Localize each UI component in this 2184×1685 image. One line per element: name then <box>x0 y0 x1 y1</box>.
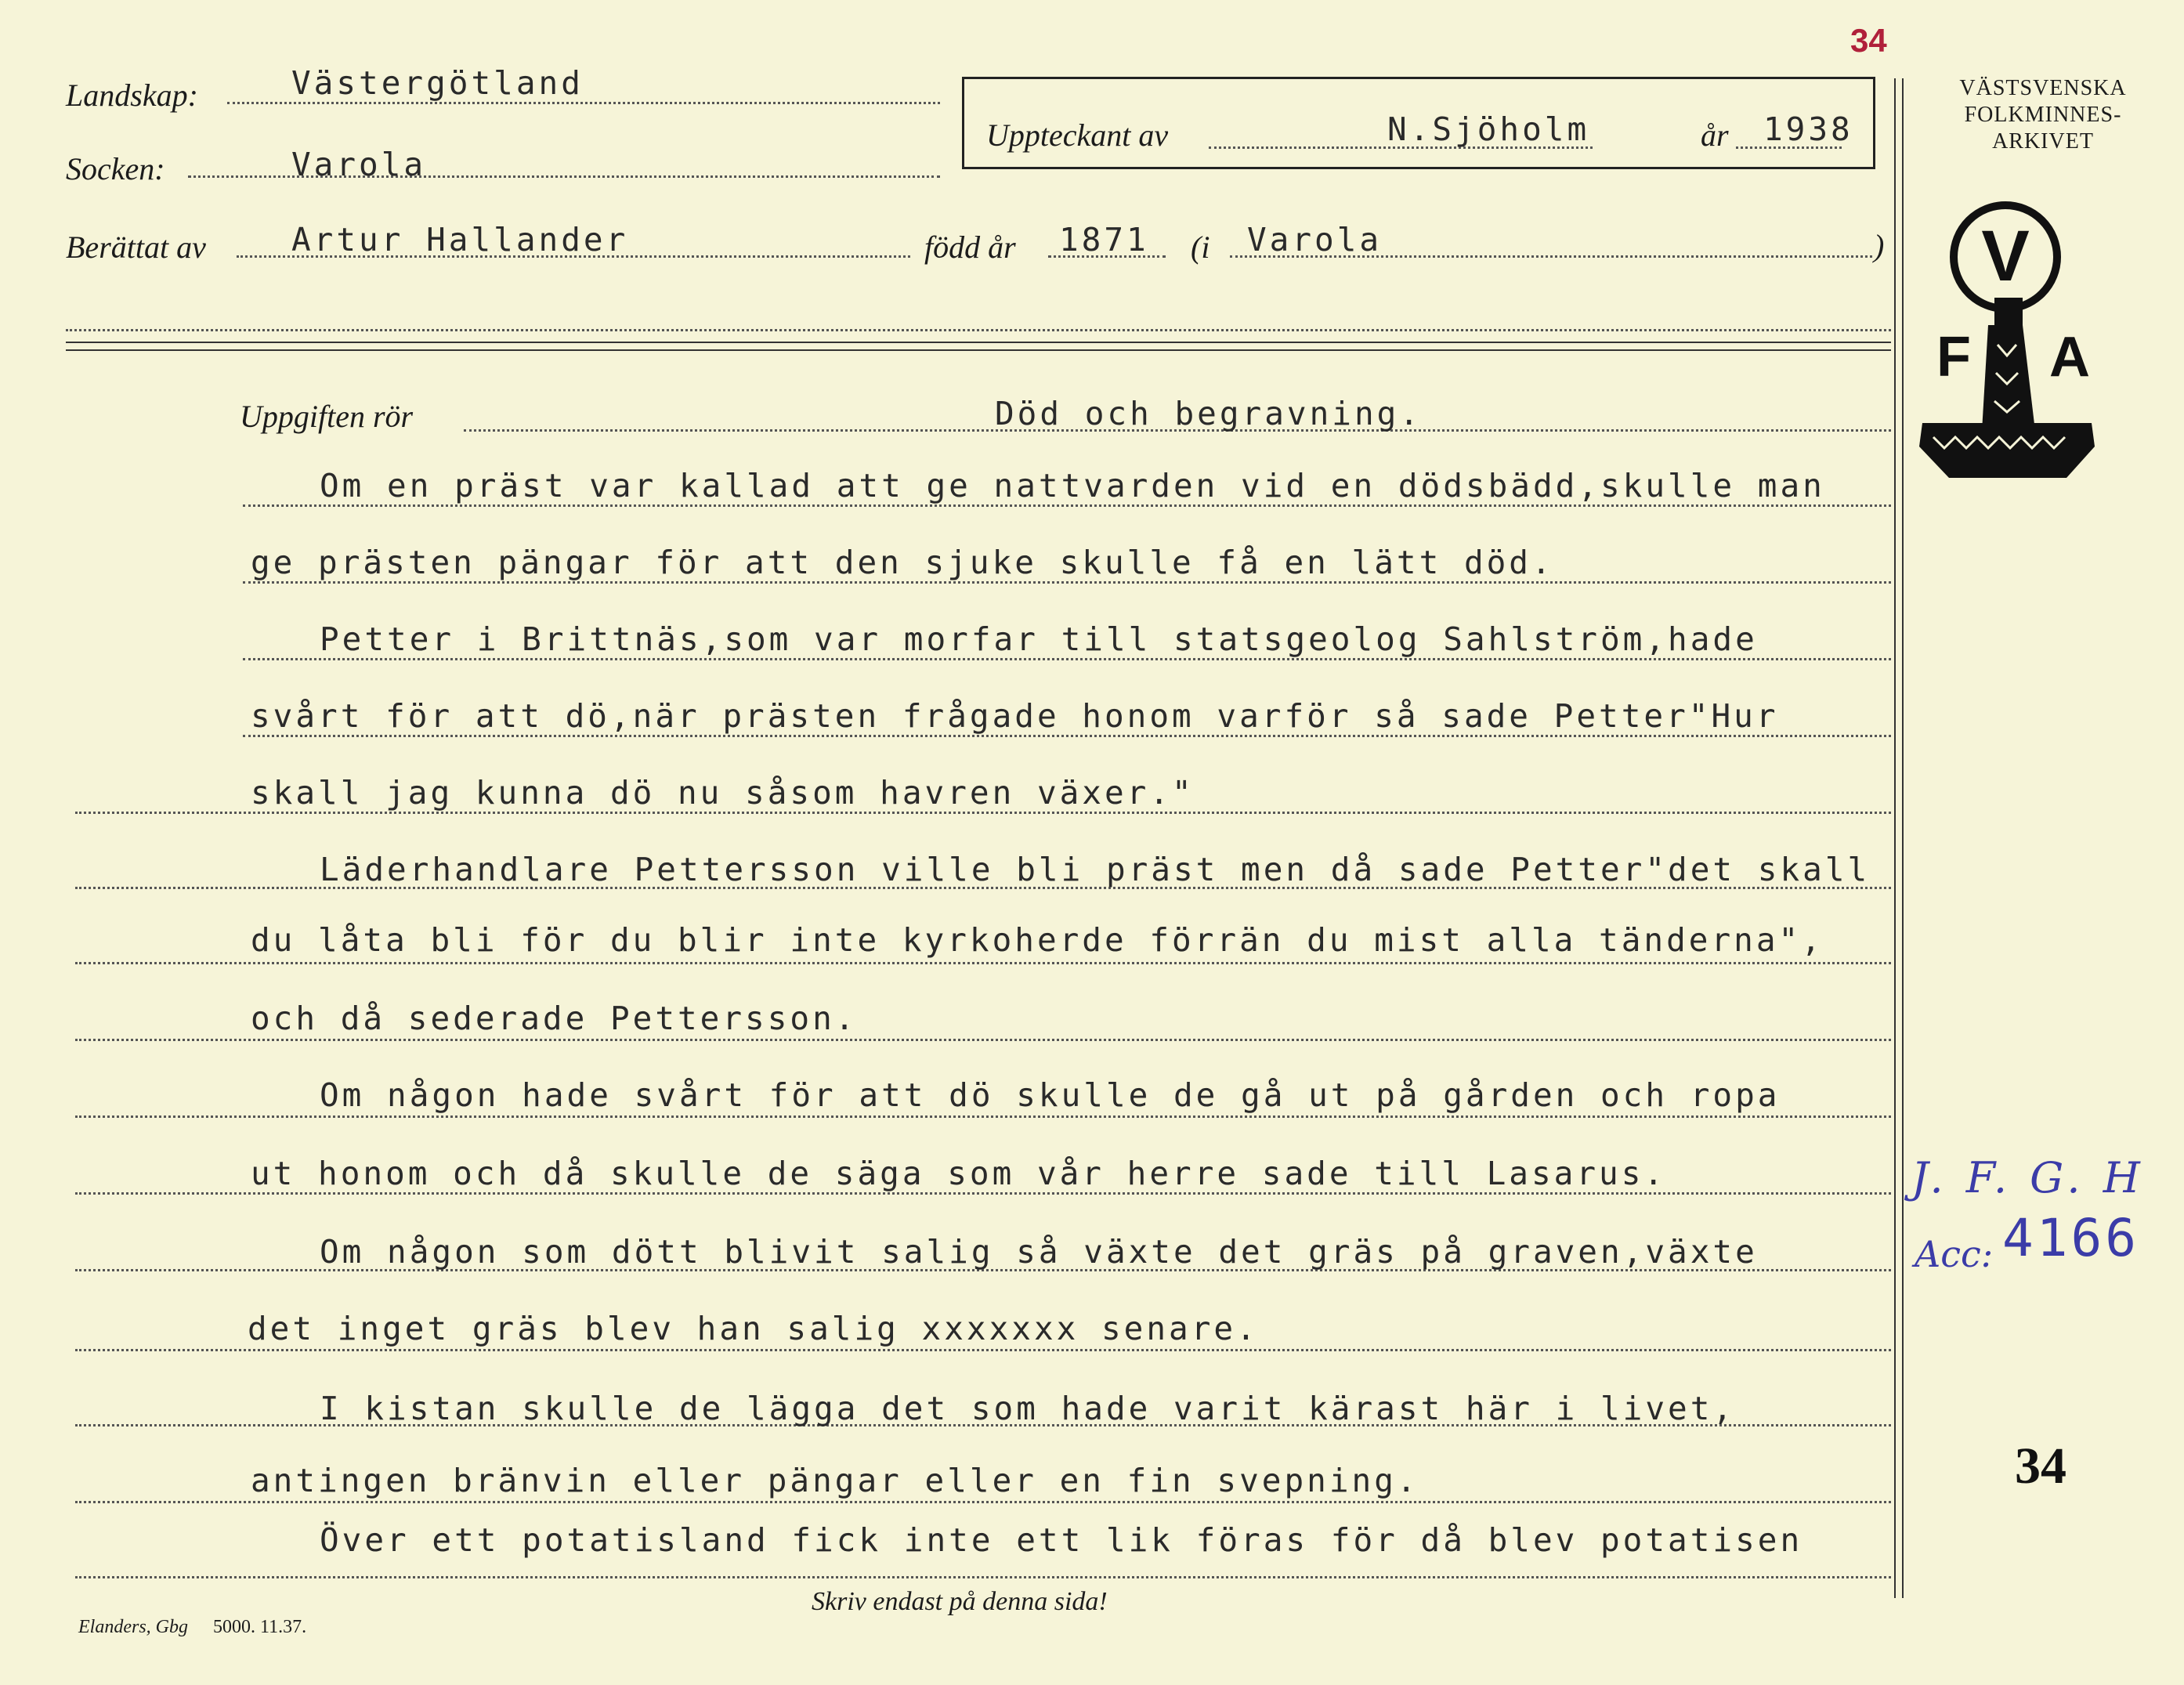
place-label: (i <box>1191 230 1210 265</box>
body-line: du låta bli för du blir inte kyrkoherde förrän du mist alla tänderna", <box>251 921 1824 959</box>
accession-stamp-line1: J. F. G. H <box>1911 1153 2145 1202</box>
footer-instruction: Skriv endast på denna sida! <box>812 1587 1108 1616</box>
printer-name: Elanders, Gbg <box>78 1617 188 1637</box>
landskap-label: Landskap: <box>66 78 198 113</box>
rule-line <box>75 962 1891 964</box>
body-line: ge prästen pängar för att den sjuke skulle få en lätt död. <box>251 544 1554 581</box>
recorder-box <box>962 77 1875 169</box>
year-value: 1938 <box>1763 110 1853 148</box>
rule-line <box>243 504 1891 507</box>
body-line: Petter i Brittnäs,som var morfar till statsgeolog Sahlström,hade <box>320 620 1758 658</box>
body-line: I kistan skulle de lägga det som hade varit kärast här i livet, <box>320 1390 1736 1427</box>
archive-name <box>1910 75 2176 155</box>
landskap-line <box>227 102 940 104</box>
body-line: skall jag kunna dö nu såsom havren växer." <box>251 774 1195 812</box>
page-number: 34 <box>2015 1437 2066 1495</box>
margin-rule-2 <box>1902 78 1904 1598</box>
topic-value: Död och begravning. <box>995 395 1422 432</box>
body-line: ut honom och då skulle de säga som vår herre sade till Lasarus. <box>251 1155 1667 1192</box>
recorder-value: N.Sjöholm <box>1387 110 1590 148</box>
svg-text:V: V <box>1981 216 2030 296</box>
close-paren: ) <box>1874 228 1885 263</box>
rule-line <box>243 658 1891 660</box>
rule-line <box>75 812 1891 814</box>
socken-value: Varola <box>291 146 427 183</box>
born-value: 1871 <box>1059 221 1149 259</box>
body-line: Om någon som dött blivit salig så växte det gräs på graven,växte <box>320 1233 1758 1271</box>
margin-rule-1 <box>1894 78 1896 1598</box>
rule-line <box>243 735 1891 737</box>
archive-logo <box>1910 188 2176 486</box>
body-line: Om en präst var kallad att ge nattvarden vid en dödsbädd,skulle man <box>320 467 1825 504</box>
svg-text:A: A <box>2049 326 2090 389</box>
rule-bottom <box>66 349 1891 351</box>
body-line: Om någon hade svårt för att dö skulle de gå ut på gården och ropa <box>320 1076 1781 1114</box>
body-line: det inget gräs blev han salig xxxxxxx senare. <box>248 1310 1259 1347</box>
body-line: och då sederade Pettersson. <box>251 1000 858 1037</box>
rule-line <box>75 1349 1891 1351</box>
body-line: Läderhandlare Pettersson ville bli präst men då sade Petter"det skall <box>320 851 1871 888</box>
rule-line <box>75 1115 1891 1118</box>
socken-label: Socken: <box>66 151 165 186</box>
print-info: 5000. 11.37. <box>213 1617 307 1637</box>
body-line: Över ett potatisland fick inte ett lik föras för då blev potatisen <box>320 1521 1803 1559</box>
archive-name-line2: FOLKMINNES- <box>1964 103 2122 127</box>
archive-name-line1: VÄSTSVENSKA <box>1959 76 2127 100</box>
recorder-label: Uppteckant av <box>986 118 1169 153</box>
rule-line <box>75 1192 1891 1195</box>
blank-line <box>66 329 1891 331</box>
topic-label: Uppgiften rör <box>240 399 414 434</box>
narrator-label: Berättat av <box>66 230 206 265</box>
svg-text:F: F <box>1936 326 1971 389</box>
rule-top <box>66 342 1891 343</box>
place-value: Varola <box>1247 221 1383 259</box>
rule-line <box>243 581 1891 584</box>
accession-number: 4166 <box>2002 1208 2139 1268</box>
born-label: född år <box>924 230 1016 265</box>
rule-line <box>75 1039 1891 1041</box>
hammer-icon <box>1910 188 2176 486</box>
narrator-value: Artur Hallander <box>291 221 629 259</box>
landskap-value: Västergötland <box>291 64 584 102</box>
rule-line <box>75 1501 1891 1503</box>
rule-line <box>75 1576 1891 1578</box>
year-label: år <box>1701 118 1729 153</box>
page-mark-red: 34 <box>1850 22 1887 59</box>
body-line: svårt för att dö,när prästen frågade honom varför så sade Petter"Hur <box>251 697 1779 735</box>
body-line: antingen bränvin eller pängar eller en fin svepning. <box>251 1462 1419 1499</box>
archive-name-line3: ARKIVET <box>1992 129 2094 154</box>
accession-prefix: Acc: <box>1915 1233 1994 1275</box>
